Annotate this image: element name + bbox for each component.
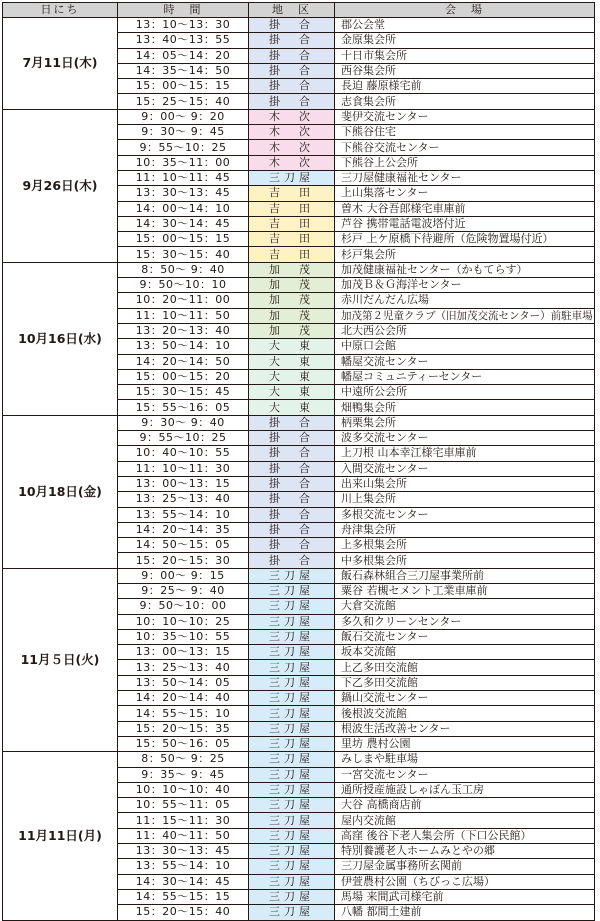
time-cell: 13：00～13：15 [118, 476, 249, 491]
time-cell: 14：00～14：10 [118, 201, 249, 216]
time-cell: 11：10～11：50 [118, 308, 249, 323]
area-cell: 掛 合 [249, 33, 335, 48]
venue-cell: 多根交流センター [335, 507, 595, 522]
venue-cell: 柄栗集会所 [335, 415, 595, 430]
venue-cell: 多久和クリーンセンター [335, 614, 595, 629]
area-cell: 木 次 [249, 109, 335, 124]
area-cell: 三刀屋 [249, 752, 335, 767]
time-cell: 8：50～ 9：40 [118, 262, 249, 277]
time-cell: 14：30～14：45 [118, 216, 249, 231]
area-cell: 三刀屋 [249, 170, 335, 185]
area-cell: 木 次 [249, 155, 335, 170]
time-cell: 14：30～14：45 [118, 874, 249, 889]
date-cell: 11月11日(月) [3, 752, 118, 920]
header-date: 日にち [3, 3, 118, 18]
time-cell: 14：55～15：15 [118, 889, 249, 904]
time-cell: 13：30～13：45 [118, 186, 249, 201]
table-body [3, 18, 595, 921]
date-cell: 9月26日(木) [3, 109, 118, 262]
area-cell: 三刀屋 [249, 691, 335, 706]
date-cell: 10月18日(金) [3, 415, 118, 568]
area-cell: 三刀屋 [249, 675, 335, 690]
venue-cell: 大谷 高橋商店前 [335, 798, 595, 813]
area-cell: 掛 合 [249, 476, 335, 491]
time-cell: 15：20～15：40 [118, 905, 249, 920]
time-cell: 11：40～11：50 [118, 828, 249, 843]
area-cell: 大 東 [249, 369, 335, 384]
table-header [3, 3, 595, 18]
area-cell: 掛 合 [249, 415, 335, 430]
venue-cell: 飯石交流センター [335, 629, 595, 644]
time-cell: 9：30～ 9：40 [118, 415, 249, 430]
time-cell: 15：55～16：05 [118, 400, 249, 415]
area-cell: 掛 合 [249, 446, 335, 461]
table-row [3, 18, 595, 33]
time-cell: 9：25～ 9：40 [118, 583, 249, 598]
time-cell: 14：20～14：50 [118, 354, 249, 369]
time-cell: 9：50～10：10 [118, 278, 249, 293]
area-cell: 三刀屋 [249, 629, 335, 644]
venue-cell: 曽木 大谷吾郎様宅車庫前 [335, 201, 595, 216]
venue-cell: 下熊谷交流センター [335, 140, 595, 155]
area-cell: 大 東 [249, 339, 335, 354]
header-row [3, 3, 595, 18]
area-cell: 三刀屋 [249, 660, 335, 675]
time-cell: 15：20～15：35 [118, 721, 249, 736]
time-cell: 15：00～15：15 [118, 79, 249, 94]
area-cell: 三刀屋 [249, 844, 335, 859]
date-cell: 11月５日(火) [3, 568, 118, 752]
area-cell: 三刀屋 [249, 614, 335, 629]
time-cell: 14：20～14：35 [118, 522, 249, 537]
schedule-table [2, 2, 595, 921]
time-cell: 11：10～11：45 [118, 170, 249, 185]
venue-cell: 加茂第２児童クラブ（旧加茂交流センター）前駐車場 [335, 308, 595, 323]
venue-cell: 芦谷 携帯電話電波塔付近 [335, 216, 595, 231]
area-cell: 三刀屋 [249, 874, 335, 889]
area-cell: 三刀屋 [249, 706, 335, 721]
venue-cell: 上刀根 山本幸江様宅車庫前 [335, 446, 595, 461]
time-cell: 10：10～10：40 [118, 782, 249, 797]
venue-cell: 川上集会所 [335, 492, 595, 507]
venue-cell: 加茂健康福祉センター（かもてらす） [335, 262, 595, 277]
area-cell: 木 次 [249, 140, 335, 155]
time-cell: 13：10～13：30 [118, 18, 249, 33]
venue-cell: 中原口会館 [335, 339, 595, 354]
area-cell: 掛 合 [249, 48, 335, 63]
venue-cell: 波多交流センター [335, 431, 595, 446]
area-cell: 木 次 [249, 125, 335, 140]
venue-cell: 舟津集会所 [335, 522, 595, 537]
area-cell: 三刀屋 [249, 813, 335, 828]
time-cell: 15：00～15：20 [118, 369, 249, 384]
venue-cell: 大倉交流館 [335, 599, 595, 614]
time-cell: 13：25～13：40 [118, 660, 249, 675]
area-cell: 掛 合 [249, 79, 335, 94]
time-cell: 15：20～15：30 [118, 553, 249, 568]
venue-cell: 飯石森林組合三刀屋事業所前 [335, 568, 595, 583]
time-cell: 9：35～ 9：45 [118, 767, 249, 782]
area-cell: 掛 合 [249, 553, 335, 568]
venue-cell: 根波生活改善センター [335, 721, 595, 736]
area-cell: 三刀屋 [249, 721, 335, 736]
table-row [3, 568, 595, 583]
time-cell: 10：40～10：55 [118, 446, 249, 461]
time-cell: 14：05～14：20 [118, 48, 249, 63]
time-cell: 9：00～ 9：20 [118, 109, 249, 124]
area-cell: 掛 合 [249, 492, 335, 507]
area-cell: 掛 合 [249, 94, 335, 109]
venue-cell: 上多根集会所 [335, 538, 595, 553]
venue-cell: 三刀屋健康福祉センター [335, 170, 595, 185]
table-row [3, 262, 595, 277]
time-cell: 15：30～15：40 [118, 247, 249, 262]
area-cell: 吉 田 [249, 247, 335, 262]
header-area: 地 区 [249, 3, 335, 18]
area-cell: 大 東 [249, 400, 335, 415]
venue-cell: 加茂Ｂ＆Ｇ海洋センター [335, 278, 595, 293]
area-cell: 三刀屋 [249, 645, 335, 660]
venue-cell: 屋内交流館 [335, 813, 595, 828]
venue-cell: 下乙多田交流館 [335, 675, 595, 690]
venue-cell: 志食集会所 [335, 94, 595, 109]
venue-cell: 郡公会堂 [335, 18, 595, 33]
area-cell: 三刀屋 [249, 798, 335, 813]
schedule-container [2, 2, 595, 921]
venue-cell: 斐伊交流センター [335, 109, 595, 124]
area-cell: 掛 合 [249, 507, 335, 522]
area-cell: 三刀屋 [249, 736, 335, 751]
area-cell: 三刀屋 [249, 782, 335, 797]
time-cell: 9：00～ 9：15 [118, 568, 249, 583]
time-cell: 13：50～14：10 [118, 339, 249, 354]
area-cell: 掛 合 [249, 431, 335, 446]
venue-cell: 上乙多田交流館 [335, 660, 595, 675]
venue-cell: 一宮交流センター [335, 767, 595, 782]
area-cell: 掛 合 [249, 18, 335, 33]
area-cell: 三刀屋 [249, 767, 335, 782]
time-cell: 13：30～13：45 [118, 844, 249, 859]
time-cell: 15：50～16：05 [118, 736, 249, 751]
venue-cell: 出来山集会所 [335, 476, 595, 491]
time-cell: 13：25～13：40 [118, 492, 249, 507]
venue-cell: 幡屋コミュニティーセンター [335, 369, 595, 384]
venue-cell: みしまや駐車場 [335, 752, 595, 767]
area-cell: 三刀屋 [249, 828, 335, 843]
time-cell: 10：35～11：00 [118, 155, 249, 170]
venue-cell: 中遠所公会所 [335, 385, 595, 400]
venue-cell: 赤川だんだん広場 [335, 293, 595, 308]
time-cell: 13：55～14：10 [118, 507, 249, 522]
time-cell: 10：20～11：00 [118, 293, 249, 308]
date-cell: 7月11日(木) [3, 18, 118, 110]
venue-cell: 通所授産施設しゃぼん玉工房 [335, 782, 595, 797]
venue-cell: 北大西公会所 [335, 323, 595, 338]
area-cell: 加 茂 [249, 262, 335, 277]
time-cell: 13：55～14：10 [118, 859, 249, 874]
venue-cell: 伊萱農村公園（ちびっこ広場） [335, 874, 595, 889]
area-cell: 吉 田 [249, 232, 335, 247]
area-cell: 掛 合 [249, 461, 335, 476]
area-cell: 三刀屋 [249, 583, 335, 598]
venue-cell: 畑鴨集会所 [335, 400, 595, 415]
time-cell: 10：55～11：05 [118, 798, 249, 813]
time-cell: 14：50～15：05 [118, 538, 249, 553]
area-cell: 三刀屋 [249, 905, 335, 920]
area-cell: 吉 田 [249, 201, 335, 216]
venue-cell: 里坊 農村公園 [335, 736, 595, 751]
header-venue: 会 場 [335, 3, 595, 18]
venue-cell: 金原集会所 [335, 33, 595, 48]
area-cell: 加 茂 [249, 293, 335, 308]
area-cell: 三刀屋 [249, 859, 335, 874]
table-row [3, 415, 595, 430]
table-row [3, 752, 595, 767]
venue-cell: 特別養護老人ホームみとやの郷 [335, 844, 595, 859]
time-cell: 14：20～14：40 [118, 691, 249, 706]
venue-cell: 幡屋交流センター [335, 354, 595, 369]
time-cell: 10：10～10：25 [118, 614, 249, 629]
venue-cell: 十日市集会所 [335, 48, 595, 63]
time-cell: 15：00～15：15 [118, 232, 249, 247]
time-cell: 13：50～14：05 [118, 675, 249, 690]
area-cell: 掛 合 [249, 538, 335, 553]
time-cell: 14：35～14：50 [118, 63, 249, 78]
area-cell: 加 茂 [249, 323, 335, 338]
area-cell: 加 茂 [249, 278, 335, 293]
area-cell: 吉 田 [249, 186, 335, 201]
area-cell: 加 茂 [249, 308, 335, 323]
venue-cell: 入間交流センター [335, 461, 595, 476]
area-cell: 三刀屋 [249, 889, 335, 904]
venue-cell: 鍋山交流センター [335, 691, 595, 706]
header-time: 時 間 [118, 3, 249, 18]
venue-cell: 後根波交流館 [335, 706, 595, 721]
venue-cell: 上山集落センター [335, 186, 595, 201]
venue-cell: 八幡 都間土建前 [335, 905, 595, 920]
venue-cell: 長迫 藤原様宅前 [335, 79, 595, 94]
time-cell: 8：50～ 9：25 [118, 752, 249, 767]
area-cell: 吉 田 [249, 216, 335, 231]
venue-cell: 杉戸 上ケ原橋下待避所（危険物置場付近） [335, 232, 595, 247]
time-cell: 9：30～ 9：45 [118, 125, 249, 140]
venue-cell: 下熊谷上公会所 [335, 155, 595, 170]
time-cell: 10：35～10：55 [118, 629, 249, 644]
time-cell: 13：40～13：55 [118, 33, 249, 48]
area-cell: 三刀屋 [249, 599, 335, 614]
time-cell: 11：10～11：30 [118, 461, 249, 476]
venue-cell: 下熊谷住宅 [335, 125, 595, 140]
venue-cell: 三刀屋金属事務所玄関前 [335, 859, 595, 874]
time-cell: 15：30～15：45 [118, 385, 249, 400]
venue-cell: 坂本交流館 [335, 645, 595, 660]
area-cell: 掛 合 [249, 63, 335, 78]
time-cell: 14：55～15：10 [118, 706, 249, 721]
area-cell: 三刀屋 [249, 568, 335, 583]
time-cell: 13：00～13：15 [118, 645, 249, 660]
time-cell: 15：25～15：40 [118, 94, 249, 109]
date-cell: 10月16日(水) [3, 262, 118, 415]
area-cell: 大 東 [249, 354, 335, 369]
time-cell: 11：15～11：30 [118, 813, 249, 828]
time-cell: 9：55～10：25 [118, 140, 249, 155]
area-cell: 掛 合 [249, 522, 335, 537]
venue-cell: 高窪 後谷下老人集会所（下口公民館） [335, 828, 595, 843]
venue-cell: 粟谷 若槻セメント工業車庫前 [335, 583, 595, 598]
table-row [3, 109, 595, 124]
time-cell: 13：20～13：40 [118, 323, 249, 338]
venue-cell: 杉戸集会所 [335, 247, 595, 262]
time-cell: 9：50～10：00 [118, 599, 249, 614]
area-cell: 大 東 [249, 385, 335, 400]
venue-cell: 中多根集会所 [335, 553, 595, 568]
time-cell: 9：55～10：25 [118, 431, 249, 446]
venue-cell: 馬場 来間武司様宅前 [335, 889, 595, 904]
venue-cell: 西谷集会所 [335, 63, 595, 78]
